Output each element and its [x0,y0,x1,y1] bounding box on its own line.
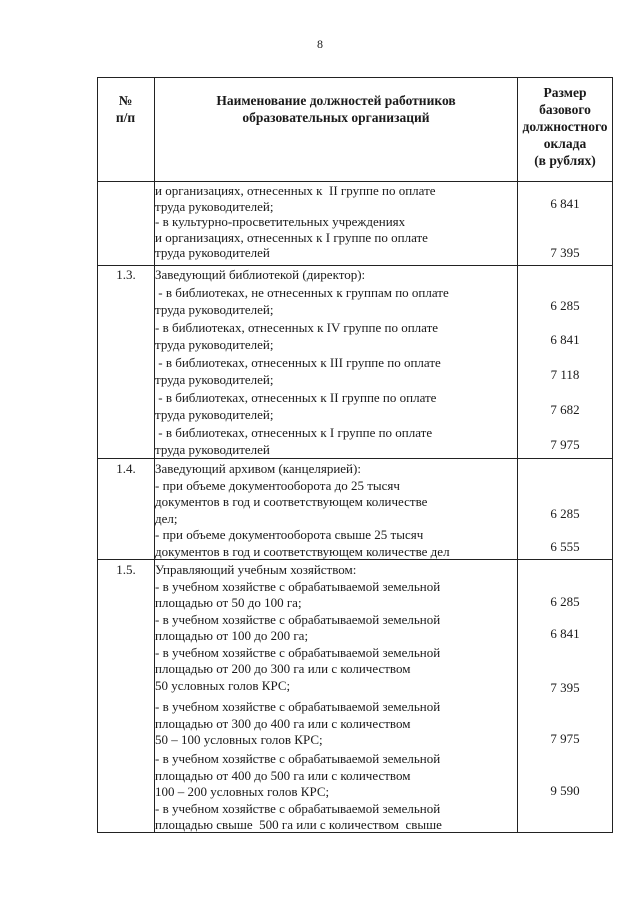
cell-text: труда руководителей; [155,372,274,387]
cell-text: труда руководителей [155,442,270,457]
cell-text: и организациях, отнесенных к I группе по оплате [155,229,428,245]
cell-text: Заведующий архивом (канцелярией): [155,461,361,476]
cell-text: 50 условных голов КРС; [155,677,291,693]
cell-text: труда руководителей; [155,407,274,422]
cell-text: площадью от 100 до 200 га; [155,628,309,643]
row-number: 1.4. [116,461,136,476]
cell-text: документов в год и соответствующем количестве [155,494,428,509]
row-line-1 [97,265,613,266]
cell-text: документов в год и соответствующем количестве дел [155,543,450,559]
row-line-2 [97,458,613,459]
cell-text: труда руководителей [155,245,270,261]
row-number: 1.5. [116,562,136,577]
cell-text: - в библиотеках, отнесенных к IV группе по оплате [155,319,439,335]
cell-text: - при объеме документооборота до 25 тысяч [155,477,400,493]
cell-text: площадью от 300 до 400 га или с количеством [155,715,411,731]
salary-value: 7 118 [550,367,580,382]
salary-value: 7 395 [550,245,580,260]
cell-text: - в учебном хозяйстве с обрабатываемой земельной [155,751,441,766]
salary-value: 7 975 [550,731,580,746]
cell-text: дел; [155,510,178,526]
cell-text: площадью от 200 до 300 га или с количеством [155,661,411,676]
row-number: 1.3. [116,267,136,282]
cell-text: - в библиотеках, отнесенных к II группе по оплате [155,389,437,405]
cell-text: - в учебном хозяйстве с обрабатываемой земельной [155,644,441,660]
cell-text: площадью от 400 до 500 га или с количеством [155,767,411,783]
cell-text: и организациях, отнесенных к II группе по оплате [155,183,436,198]
cell-text: 100 – 200 условных голов КРС; [155,784,330,799]
table-divider-2 [517,77,518,832]
salary-value: 6 841 [550,196,580,211]
cell-text: - в библиотеках, отнесенных к III группе по оплате [155,354,441,370]
cell-text: - в учебном хозяйстве с обрабатываемой земельной [155,699,441,714]
salary-value: 6 841 [550,626,580,641]
table-border-left [97,77,98,832]
cell-text: - в культурно-просветительных учреждениях [155,214,406,230]
page-number: 8 [317,37,323,51]
salary-value: 6 285 [550,506,580,521]
cell-text: - в учебном хозяйстве с обрабатываемой земельной [155,800,441,816]
header-size: Размер базового должностного оклада (в рублях) [522,85,608,168]
cell-text: - в учебном хозяйстве с обрабатываемой земельной [155,611,441,627]
salary-value: 6 285 [550,594,580,609]
header-bottom-line [97,181,613,182]
header-name: Наименование должностей работников образовательных организаций [216,93,456,125]
cell-text: - в библиотеках, не отнесенных к группам по оплате [155,284,449,300]
salary-value: 6 555 [550,539,580,554]
cell-text: Заведующий библиотекой (директор): [155,267,366,282]
salary-value: 9 590 [550,783,580,798]
cell-text: площадью от 50 до 100 га; [155,595,302,610]
table-border-top [97,77,613,78]
cell-text: труда руководителей; [155,198,274,214]
cell-text: - в учебном хозяйстве с обрабатываемой земельной [155,578,441,594]
salary-value: 6 841 [550,332,580,347]
header-num: № п/п [115,93,136,125]
cell-text: труда руководителей; [155,302,274,317]
cell-text: труда руководителей; [155,337,274,352]
cell-text: 50 – 100 условных голов КРС; [155,732,323,747]
cell-text: - в библиотеках, отнесенных к I группе по оплате [155,424,433,440]
salary-value: 6 285 [550,298,580,313]
cell-text: площадью свыше 500 га или с количеством свыше [155,817,442,832]
cell-text: - при объеме документооборота свыше 25 тысяч [155,527,424,542]
salary-value: 7 975 [550,437,580,452]
salary-value: 7 395 [550,680,580,695]
salary-value: 7 682 [550,402,580,417]
cell-text: Управляющий учебным хозяйством: [155,562,357,577]
row-line-3 [97,559,613,560]
table-border-right [612,77,613,832]
